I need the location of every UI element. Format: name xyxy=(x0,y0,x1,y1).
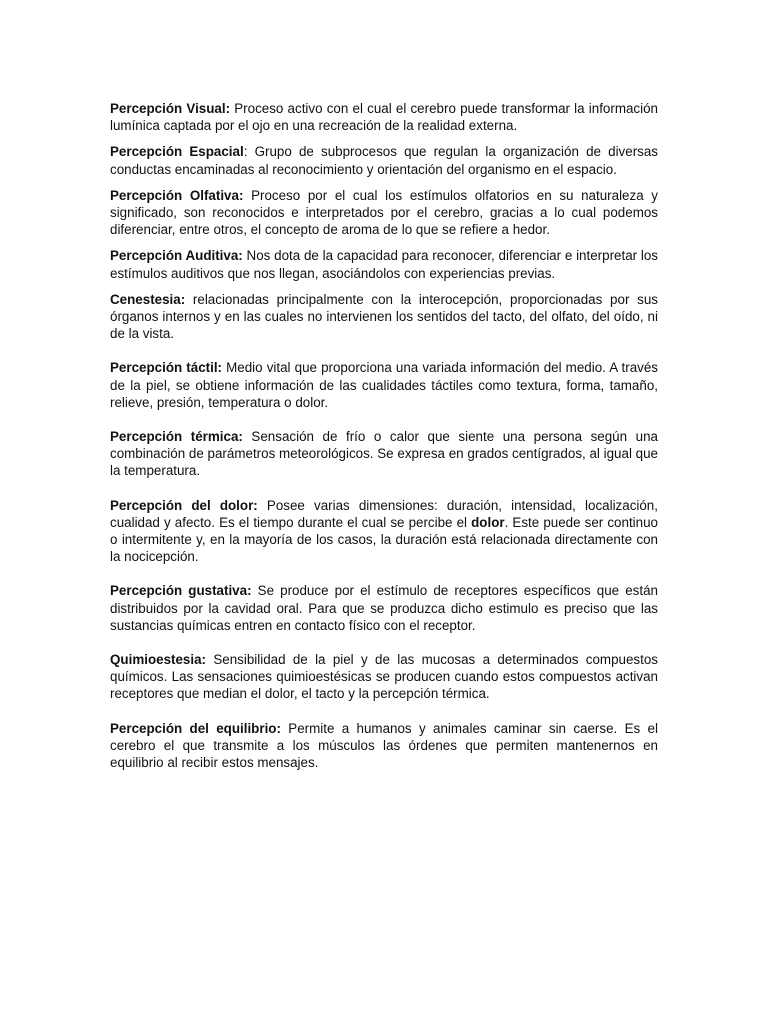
entry-term: Percepción del equilibrio: xyxy=(110,720,281,736)
entry-definition: Medio vital que proporciona una variada información del medio. A través de la piel, se obtiene información de las cualidades táctiles como textura, forma, tamaño, relieve, presión, temperatura o dolor. xyxy=(110,360,658,410)
entry-quimioestesia xyxy=(110,651,658,703)
entry-definition: Sensibilidad de la piel y de las mucosas a determinados compuestos químicos. Las sensaciones quimioestésicas se producen cuando estos compuestos activan receptores que median el dolor, el tacto y la percepción térmica. xyxy=(110,652,658,702)
entry-percepcion-espacial xyxy=(110,143,658,177)
entry-term: Percepción Visual: xyxy=(110,101,231,116)
entry-term: Percepción térmica: xyxy=(110,429,243,445)
entry-term: Percepción del dolor: xyxy=(110,497,258,513)
entry-term: Quimioestesia: xyxy=(110,652,206,668)
entry-percepcion-termica xyxy=(110,428,658,480)
entry-definition: Proceso activo con el cual el cerebro puede transformar la información lumínica captada por el ojo en una recreación de la realidad externa. xyxy=(110,101,658,134)
entry-definition-part-1: Posee varias dimensiones: duración, intensidad, localización, cualidad y afecto. Es el tiempo durante el cual se percibe el xyxy=(110,497,658,530)
entry-definition: relacionadas principalmente con la interocepción, proporcionadas por sus órganos internos y en las cuales no intervienen los sentidos del tacto, del olfato, del oído, ni de la vista. xyxy=(110,291,658,342)
entry-definition: Sensación de frío o calor que siente una persona según una combinación de parámetros meteorológicos. Se expresa en grados centígrados, al igual que la temperatura. xyxy=(110,429,658,479)
entry-term: Percepción gustativa: xyxy=(110,583,252,599)
document-page xyxy=(110,100,658,780)
entry-definition: Se produce por el estímulo de receptores específicos que están distribuidos por la cavidad oral. Para que se produzca dicho estimulo es preciso que las sustancias químicas entren en contacto físico con el receptor. xyxy=(110,583,658,633)
entry-term: Percepción táctil: xyxy=(110,360,223,376)
entry-percepcion-olfativa xyxy=(110,187,658,239)
entry-definition: Nos dota de la capacidad para reconocer, diferenciar e interpretar los estímulos auditivos que nos llegan, asociándolos con experiencias previas. xyxy=(110,248,659,281)
entry-term: Percepción Olfativa: xyxy=(110,187,244,203)
entry-percepcion-del-equilibrio xyxy=(110,720,658,772)
entry-term: Percepción Auditiva: xyxy=(110,248,243,264)
entry-percepcion-del-dolor xyxy=(110,497,658,566)
entry-definition: Permite a humanos y animales caminar sin caerse. Es el cerebro el que transmite a los músculos las órdenes que permiten mantenernos en equilibrio al recibir estos mensajes. xyxy=(110,720,658,771)
entry-cenestesia xyxy=(110,291,658,343)
entry-definition: Proceso por el cual los estímulos olfatorios en su naturaleza y significado, son reconocidos e interpretados por el cerebro, gracias a lo cual podemos diferenciar, entre otros, el concepto de aroma de lo que se refiere a hedor. xyxy=(110,187,658,238)
entry-definition-part-2: . Este puede ser continuo o intermitente y, en la mayoría de los casos, la duración está relacionada directamente con la nocicepción. xyxy=(110,514,658,565)
entry-percepcion-tactil xyxy=(110,359,658,411)
entry-bold-word: dolor xyxy=(471,514,505,530)
entry-percepcion-auditiva xyxy=(110,247,658,281)
entry-term: Percepción Espacial xyxy=(110,144,244,160)
entry-term: Cenestesia: xyxy=(110,291,186,307)
entry-percepcion-visual xyxy=(110,100,658,134)
entry-definition: : Grupo de subprocesos que regulan la organización de diversas conductas encaminadas al reconocimiento y orientación del organismo en el espacio. xyxy=(110,144,658,177)
entry-percepcion-gustativa xyxy=(110,582,658,634)
